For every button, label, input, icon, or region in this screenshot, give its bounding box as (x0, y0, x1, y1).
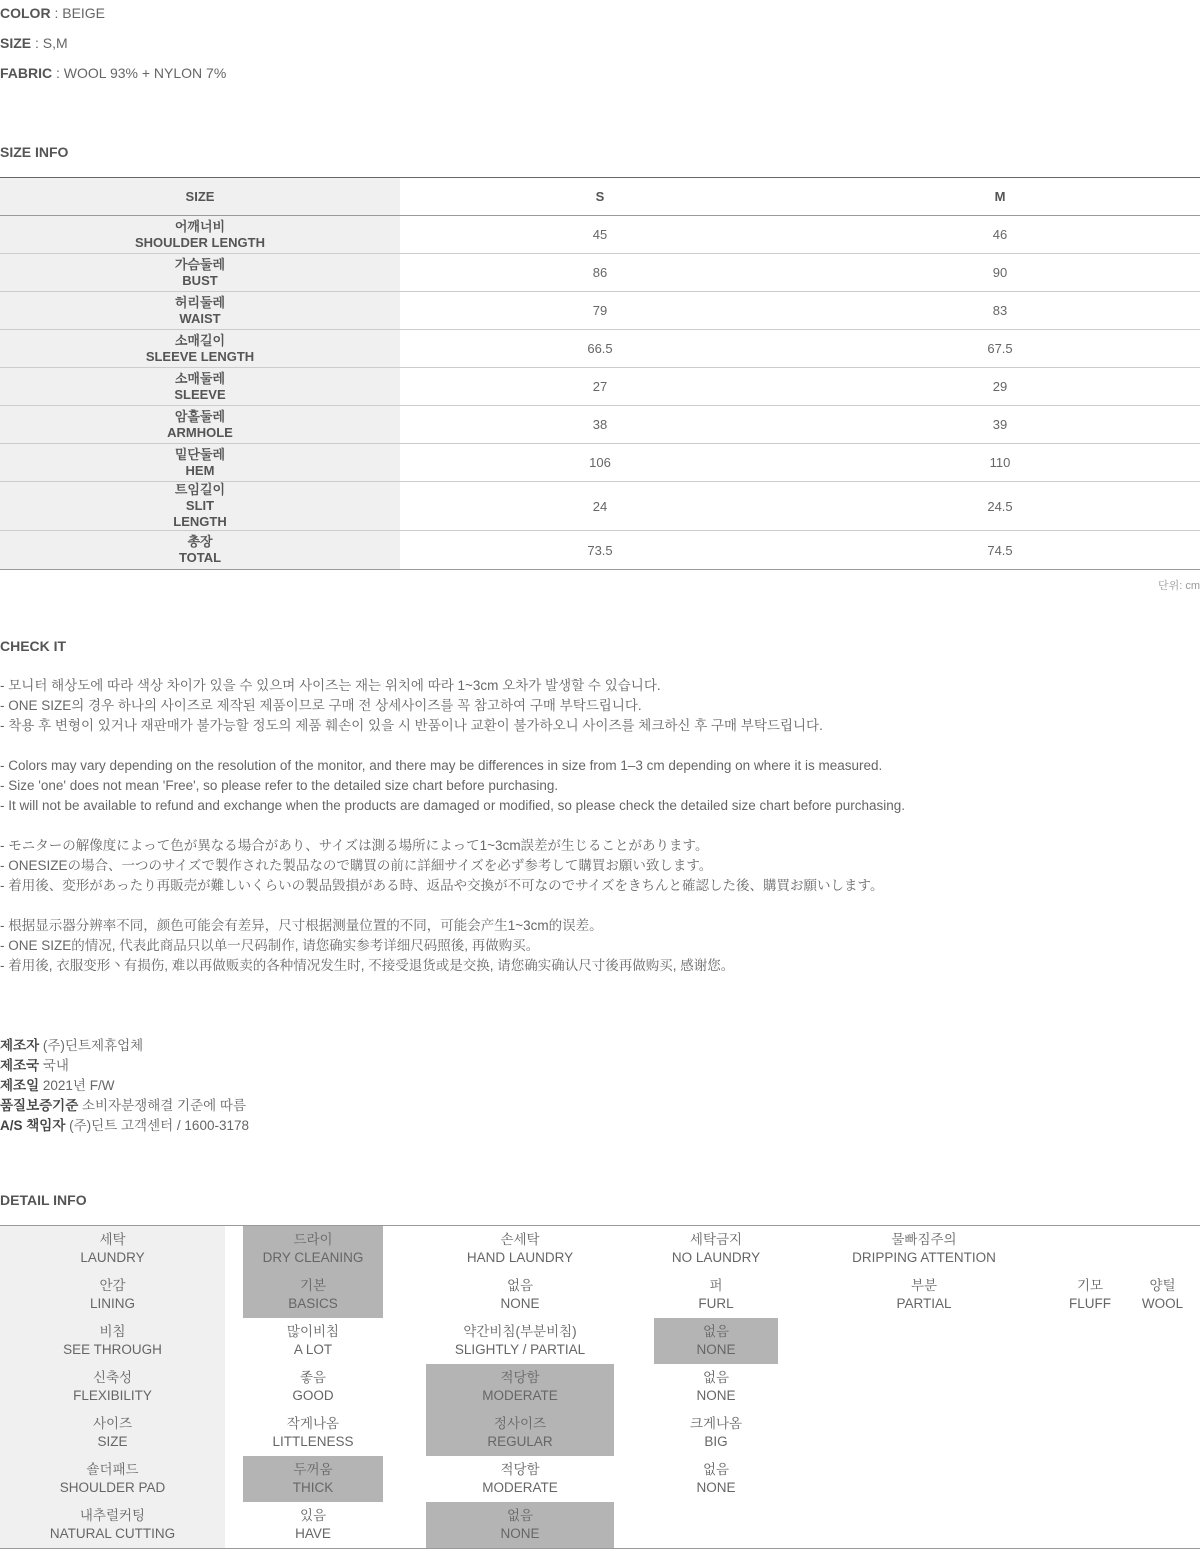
maker-value: (주)딘트 고객센터 / 1600-3178 (65, 1118, 249, 1133)
size-value-s: 86 (592, 265, 608, 280)
detail-option-en: NONE (500, 1526, 540, 1541)
detail-option-selected (426, 1502, 614, 1548)
detail-option-en: A LOT (293, 1342, 333, 1357)
maker-line (0, 1098, 246, 1114)
check-it-line: - 着用後, 衣服变形丶有损伤, 难以再做贩卖的各种情况发生时, 不接受退货或是交换, 请您确实确认尺寸後再做购买, 感谢您。 (0, 958, 735, 973)
spec-key: FABRIC (0, 65, 53, 81)
maker-key: 제조자 (0, 1038, 40, 1053)
detail-option-ko: 물빠짐주의 (891, 1232, 957, 1247)
size-table (0, 177, 1200, 570)
detail-row-label (0, 1318, 225, 1364)
detail-option-ko: 정사이즈 (493, 1416, 547, 1431)
maker-key: A/S 책임자 (0, 1118, 66, 1133)
detail-option (654, 1364, 778, 1410)
size-row-label-en: WAIST (179, 310, 221, 326)
detail-option (243, 1410, 383, 1456)
detail-option-en: DRIPPING ATTENTION (852, 1250, 996, 1265)
detail-table (0, 1225, 1200, 1549)
detail-option-en: BASICS (288, 1296, 338, 1311)
detail-option-ko: 약간비침(부분비침) (463, 1324, 577, 1339)
size-value-m: 67.5 (987, 341, 1013, 356)
detail-option-selected (243, 1456, 383, 1502)
size-row-label (0, 216, 400, 253)
size-value-m: 29 (992, 379, 1008, 394)
size-row-label (0, 368, 400, 405)
size-value-s: 73.5 (587, 542, 613, 558)
size-row-label (0, 254, 400, 291)
detail-option-ko: 부분 (910, 1278, 938, 1293)
size-row-label-en: ARMHOLE (167, 424, 233, 440)
detail-option-ko: 작게나옴 (286, 1416, 340, 1431)
size-value-m: 46 (992, 227, 1008, 242)
size-row-label-en: HEM (185, 462, 215, 478)
detail-option-en: LITTLENESS (272, 1434, 354, 1449)
detail-row-label (0, 1456, 225, 1502)
detail-option (243, 1364, 383, 1410)
detail-option-selected (426, 1364, 614, 1410)
spec-size (0, 35, 68, 51)
detail-row-label-en: LAUNDRY (80, 1250, 145, 1265)
size-row-label-ko: 가슴둘레 (174, 256, 226, 272)
size-value-m: 83 (992, 303, 1008, 318)
detail-option-ko: 없음 (506, 1508, 534, 1523)
size-row-label (0, 531, 400, 569)
detail-option (1053, 1272, 1127, 1318)
size-table-row (0, 330, 1200, 368)
check-it-line: - 着用後、変形があったり再販売が難しいくらいの製品毀損がある時、返品や交換が不可なのでサイズをきちんと確認した後、購買お願いします。 (0, 878, 884, 893)
detail-option-selected (654, 1318, 778, 1364)
size-row-label-en: SHOULDER LENGTH (135, 234, 265, 250)
detail-row-label-ko: 내추럴커팅 (79, 1508, 146, 1523)
detail-row-label-en: FLEXIBILITY (73, 1388, 152, 1403)
unit-note: 단위: cm (1157, 580, 1200, 592)
detail-option-en: NONE (696, 1388, 736, 1403)
size-row-label-ko: 소매둘레 (174, 370, 226, 386)
spec-key: COLOR (0, 5, 51, 21)
detail-option-en: PARTIAL (896, 1296, 952, 1311)
detail-option-ko: 드라이 (293, 1232, 333, 1247)
size-table-row (0, 292, 1200, 330)
detail-option-en: THICK (292, 1480, 334, 1495)
maker-key: 제조국 (0, 1058, 40, 1073)
size-header-label: SIZE (0, 178, 400, 215)
detail-option-selected (426, 1410, 614, 1456)
size-row-label-ko: 암홀둘레 (174, 408, 226, 424)
size-table-row (0, 531, 1200, 569)
size-value-s: 106 (589, 455, 611, 470)
size-info-title: SIZE INFO (0, 144, 69, 160)
detail-option (426, 1272, 614, 1318)
check-it-line: - モニターの解像度によって色が異なる場合があり、サイズは測る場所によって1~3cm誤差が生じることがあります。 (0, 838, 709, 853)
detail-option-ko: 있음 (299, 1508, 327, 1523)
check-it-title: CHECK IT (0, 638, 67, 654)
maker-line (0, 1078, 114, 1094)
detail-option-ko: 적당함 (500, 1462, 540, 1477)
size-row-label-ko: 밑단둘레 (174, 446, 226, 462)
detail-row-label (0, 1364, 225, 1410)
size-row-label-ko: 소매길이 (174, 332, 226, 348)
detail-row-label-en: SIZE (97, 1434, 128, 1449)
size-table-row (0, 254, 1200, 292)
detail-row-label-ko: 사이즈 (92, 1416, 133, 1431)
detail-row-label (0, 1226, 225, 1272)
detail-option-ko: 손세탁 (500, 1232, 540, 1247)
detail-option-en: GOOD (292, 1388, 334, 1403)
maker-key: 제조일 (0, 1078, 40, 1093)
detail-option-en: NO LAUNDRY (671, 1250, 761, 1265)
detail-option-ko: 없음 (506, 1278, 534, 1293)
check-it-line: - Colors may vary depending on the resolution of the monitor, and there may be differences in size from 1–3 cm depending on where it is measured. (0, 758, 883, 773)
detail-option (243, 1318, 383, 1364)
detail-option-en: SLIGHTLY / PARTIAL (454, 1342, 586, 1357)
size-row-label (0, 292, 400, 329)
detail-option-ko: 좋음 (299, 1370, 327, 1385)
size-value-s: 38 (592, 417, 608, 432)
detail-option-en: HAVE (295, 1526, 331, 1541)
maker-line (0, 1118, 249, 1134)
check-it-line: - ONE SIZE의 경우 하나의 사이즈로 제작된 제품이므로 구매 전 상세사이즈를 꼭 참고하여 구매 부탁드립니다. (0, 698, 642, 713)
detail-option (426, 1318, 614, 1364)
maker-line (0, 1038, 143, 1054)
detail-option (654, 1272, 778, 1318)
detail-option-ko: 퍼 (709, 1278, 723, 1293)
maker-value: 2021년 F/W (39, 1078, 115, 1093)
size-value-m: 110 (989, 455, 1011, 470)
maker-key: 품질보증기준 (0, 1098, 79, 1113)
size-value-s: 45 (592, 227, 608, 242)
detail-row-label-ko: 세탁 (99, 1232, 126, 1247)
spec-value: : S,M (31, 35, 68, 51)
detail-option-en: NONE (696, 1480, 736, 1495)
size-row-label-en: SLEEVE LENGTH (145, 348, 255, 364)
detail-option-en: DRY CLEANING (262, 1250, 364, 1265)
detail-option (654, 1456, 778, 1502)
size-value-m: 24.5 (987, 498, 1013, 514)
spec-key: SIZE (0, 35, 32, 51)
size-row-label-ko: 어깨너비 (174, 218, 226, 234)
detail-option-ko: 기모 (1076, 1278, 1104, 1293)
size-row-label (0, 482, 400, 530)
detail-option (1127, 1272, 1198, 1318)
size-row-label-en: TOTAL (178, 550, 222, 565)
detail-row-label-en: SEE THROUGH (63, 1342, 162, 1357)
size-value-s: 79 (592, 303, 608, 318)
size-row-label-en: SLIT (185, 498, 215, 513)
detail-option-ko: 기본 (299, 1278, 327, 1293)
maker-line (0, 1058, 69, 1074)
size-table-header (0, 178, 1200, 216)
size-row-label-en: BUST (182, 272, 218, 288)
detail-option-en: BIG (704, 1434, 728, 1449)
size-table-row (0, 368, 1200, 406)
size-row-label-en2: LENGTH (173, 514, 227, 529)
detail-option (654, 1226, 778, 1272)
detail-option-ko: 없음 (702, 1324, 730, 1339)
check-it-line: - ONESIZEの場合、一つのサイズで製作された製品なので購買の前に詳細サイズを必ず参考して購買お願い致します。 (0, 858, 713, 873)
detail-row-label-en: NATURAL CUTTING (49, 1526, 176, 1541)
detail-option (426, 1226, 614, 1272)
detail-option-ko: 많이비침 (286, 1324, 340, 1339)
spec-fabric (0, 65, 226, 81)
size-row-label (0, 406, 400, 443)
size-value-s: 24 (592, 498, 608, 514)
check-it-line: - Size 'one' does not mean 'Free', so please refer to the detailed size chart before purchasing. (0, 778, 559, 793)
detail-option (426, 1456, 614, 1502)
maker-value: 국내 (39, 1058, 69, 1073)
detail-option-ko: 세탁금지 (689, 1232, 743, 1247)
maker-value: (주)딘트제휴업체 (39, 1038, 144, 1053)
size-row-label (0, 330, 400, 367)
detail-option-en: NONE (500, 1296, 540, 1311)
detail-info-title: DETAIL INFO (0, 1192, 87, 1208)
check-it-line: - ONE SIZE的情况, 代表此商品只以单一尺码制作, 请您确实参考详细尺码照後, 再做购买。 (0, 938, 540, 953)
spec-value: : BEIGE (50, 5, 106, 21)
detail-row-label (0, 1272, 225, 1318)
detail-row-label-ko: 신축성 (92, 1370, 133, 1385)
detail-row-label (0, 1502, 225, 1548)
size-header-m: M (994, 189, 1006, 204)
check-it-line: - It will not be available to refund and exchange when the products are damaged or modified, so please check the detailed size chart before purchasing. (0, 798, 906, 813)
size-row-label-ko: 총장 (187, 534, 213, 549)
detail-option-selected (243, 1272, 383, 1318)
size-value-m: 90 (992, 265, 1008, 280)
detail-row-label-en: SHOULDER PAD (59, 1480, 166, 1495)
detail-option (654, 1410, 778, 1456)
detail-option-en: MODERATE (482, 1480, 558, 1495)
size-row-label-ko: 트임길이 (174, 482, 226, 497)
size-table-row (0, 406, 1200, 444)
detail-row-label (0, 1410, 225, 1456)
detail-option-ko: 크게나옴 (689, 1416, 743, 1431)
spec-color (0, 5, 105, 21)
detail-option-en: MODERATE (482, 1388, 558, 1403)
check-it-line: - 모니터 해상도에 따라 색상 차이가 있을 수 있으며 사이즈는 재는 위치에 따라 1~3cm 오차가 발생할 수 있습니다. (0, 678, 661, 693)
size-value-m: 39 (992, 417, 1008, 432)
size-row-label-ko: 허리둘레 (174, 294, 226, 310)
check-it-line: - 根据显示器分辨率不同，颜色可能会有差异，尺寸根据测量位置的不同，可能会产生1~3cm的误差。 (0, 918, 603, 933)
detail-option-en: FURL (698, 1296, 734, 1311)
detail-option (243, 1502, 383, 1548)
detail-option-ko: 두꺼움 (293, 1462, 333, 1477)
size-value-s: 66.5 (587, 341, 613, 356)
size-row-label (0, 444, 400, 481)
detail-option-en: NONE (696, 1342, 736, 1357)
maker-value: 소비자분쟁해결 기준에 따름 (78, 1098, 246, 1113)
detail-row-label-ko: 숄더패드 (86, 1462, 139, 1477)
detail-option-en: HAND LAUNDRY (466, 1250, 574, 1265)
size-value-s: 27 (592, 379, 608, 394)
detail-option (820, 1272, 1028, 1318)
size-row-label-en: SLEEVE (174, 386, 226, 402)
detail-option (820, 1226, 1028, 1272)
size-value-m: 74.5 (987, 542, 1013, 558)
size-header-s: S (595, 189, 605, 204)
detail-option-ko: 없음 (702, 1462, 730, 1477)
detail-option-ko: 적당함 (500, 1370, 540, 1385)
detail-option-ko: 없음 (702, 1370, 730, 1385)
size-table-row (0, 216, 1200, 254)
spec-value: : WOOL 93% + NYLON 7% (52, 65, 227, 81)
detail-option-selected (243, 1226, 383, 1272)
detail-row-label-en: LINING (89, 1296, 135, 1311)
detail-row-label-ko: 안감 (99, 1278, 126, 1293)
detail-option-en: REGULAR (487, 1434, 553, 1449)
detail-option-en: FLUFF (1069, 1296, 1111, 1311)
detail-option-en: WOOL (1141, 1296, 1184, 1311)
detail-row-label-ko: 비침 (99, 1324, 126, 1339)
check-it-line: - 착용 후 변형이 있거나 재판매가 불가능할 정도의 제품 훼손이 있을 시 반품이나 교환이 불가하오니 사이즈를 체크하신 후 구매 부탁드립니다. (0, 718, 823, 733)
detail-option-ko: 양털 (1149, 1278, 1176, 1293)
size-table-row (0, 444, 1200, 482)
size-table-row (0, 482, 1200, 531)
